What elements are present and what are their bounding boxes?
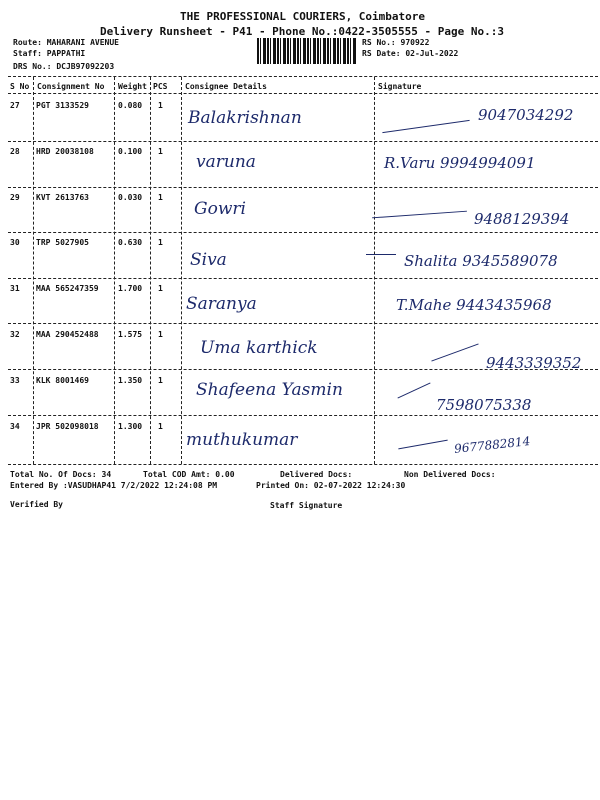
row-rule xyxy=(8,141,598,142)
total-docs: Total No. Of Docs: 34 xyxy=(10,470,112,479)
col-sep-1 xyxy=(33,77,34,464)
row-weight: 0.630 xyxy=(118,238,143,247)
row-consignment-no: KLK 8001469 xyxy=(36,376,89,385)
row-pcs: 1 xyxy=(158,284,163,293)
row-rule xyxy=(8,187,598,188)
barcode xyxy=(257,38,357,64)
row-sno: 34 xyxy=(10,422,20,431)
staff-signature: Staff Signature xyxy=(270,501,343,510)
row-consignee-handwriting: varuna xyxy=(196,152,256,172)
entered-by: Entered By :VASUDHAP41 7/2/2022 12:24:08 PM xyxy=(10,481,218,490)
row-consignment-no: TRP 5027905 xyxy=(36,238,89,247)
row-pcs: 1 xyxy=(158,422,163,431)
row-rule xyxy=(8,323,598,324)
row-sno: 28 xyxy=(10,147,20,156)
row-rule xyxy=(8,278,598,279)
row-signature-handwriting: 9488129394 xyxy=(474,210,570,228)
row-consignee-handwriting: Shafeena Yasmin xyxy=(196,380,343,400)
row-sno: 33 xyxy=(10,376,20,385)
row-weight: 1.300 xyxy=(118,422,143,431)
row-weight: 1.575 xyxy=(118,330,143,339)
row-weight: 1.700 xyxy=(118,284,143,293)
row-consignment-no: MAA 565247359 xyxy=(36,284,99,293)
row-consignee-handwriting: Siva xyxy=(190,250,227,270)
row-weight: 0.030 xyxy=(118,193,143,202)
row-consignee-handwriting: Balakrishnan xyxy=(188,108,302,128)
row-consignee-handwriting: Saranya xyxy=(186,294,257,314)
verified-by: Verified By xyxy=(10,500,63,509)
non-delivered-docs: Non Delivered Docs: xyxy=(404,470,496,479)
column-header-weight: Weight xyxy=(118,82,147,91)
total-cod-amount: Total COD Amt: 0.00 xyxy=(143,470,235,479)
row-pcs: 1 xyxy=(158,376,163,385)
delivered-docs: Delivered Docs: xyxy=(280,470,353,479)
row-sno: 30 xyxy=(10,238,20,247)
rs-number: RS No.: 970922 xyxy=(362,38,430,47)
row-consignee-handwriting: Gowri xyxy=(194,199,246,219)
row-rule xyxy=(8,232,598,233)
row-signature-handwriting: 9047034292 xyxy=(478,106,574,124)
row-rule xyxy=(8,415,598,416)
runsheet-title: Delivery Runsheet - P41 - Phone No.:0422-3505555 - Page No.:3 xyxy=(100,25,504,38)
row-consignment-no: MAA 290452488 xyxy=(36,330,99,339)
signature-scribble xyxy=(398,440,447,450)
row-sno: 29 xyxy=(10,193,20,202)
signature-scribble xyxy=(372,211,467,219)
signature-scribble xyxy=(397,382,430,398)
row-pcs: 1 xyxy=(158,330,163,339)
route-label: Route: MAHARANI AVENUE xyxy=(13,38,119,47)
row-consignee-handwriting: Uma karthick xyxy=(200,338,318,358)
row-sno: 27 xyxy=(10,101,20,110)
col-sep-5 xyxy=(374,77,375,464)
signature-scribble xyxy=(431,343,478,361)
col-sep-3 xyxy=(150,77,151,464)
table-bottom-rule xyxy=(8,464,598,465)
row-signature-handwriting: 7598075338 xyxy=(436,396,532,414)
header-bottom-rule xyxy=(8,93,598,94)
row-weight: 0.100 xyxy=(118,147,143,156)
row-pcs: 1 xyxy=(158,193,163,202)
signature-scribble xyxy=(366,254,396,255)
row-weight: 0.080 xyxy=(118,101,143,110)
row-consignment-no: JPR 502098018 xyxy=(36,422,99,431)
printed-on: Printed On: 02-07-2022 12:24:30 xyxy=(256,481,406,490)
row-consignee-handwriting: muthukumar xyxy=(186,430,298,450)
column-header-sno: S No xyxy=(10,82,30,91)
company-title: THE PROFESSIONAL COURIERS, Coimbatore xyxy=(180,10,426,23)
column-header-signature: Signature xyxy=(378,82,422,91)
row-pcs: 1 xyxy=(158,238,163,247)
rs-date: RS Date: 02-Jul-2022 xyxy=(362,49,459,58)
row-signature-handwriting: T.Mahe 9443435968 xyxy=(396,296,552,314)
row-signature-handwriting: Shalita 9345589078 xyxy=(404,252,558,270)
row-signature-handwriting: 9443339352 xyxy=(486,354,582,372)
col-sep-4 xyxy=(181,77,182,464)
table-top-rule xyxy=(8,76,598,77)
row-signature-handwriting: 9677882814 xyxy=(453,434,531,456)
column-header-pcs: PCS xyxy=(153,82,168,91)
row-consignment-no: PGT 3133529 xyxy=(36,101,89,110)
signature-scribble xyxy=(382,120,469,133)
row-pcs: 1 xyxy=(158,101,163,110)
staff-label: Staff: PAPPATHI xyxy=(13,49,86,58)
row-sno: 31 xyxy=(10,284,20,293)
row-signature-handwriting: R.Varu 9994994091 xyxy=(384,154,536,172)
row-sno: 32 xyxy=(10,330,20,339)
column-header-consignment: Consignment No xyxy=(37,82,105,91)
row-consignment-no: HRD 20038108 xyxy=(36,147,94,156)
row-weight: 1.350 xyxy=(118,376,143,385)
col-sep-2 xyxy=(114,77,115,464)
drs-number: DRS No.: DCJB97092203 xyxy=(13,62,115,71)
column-header-consignee: Consignee Details xyxy=(185,82,267,91)
row-consignment-no: KVT 2613763 xyxy=(36,193,89,202)
row-pcs: 1 xyxy=(158,147,163,156)
